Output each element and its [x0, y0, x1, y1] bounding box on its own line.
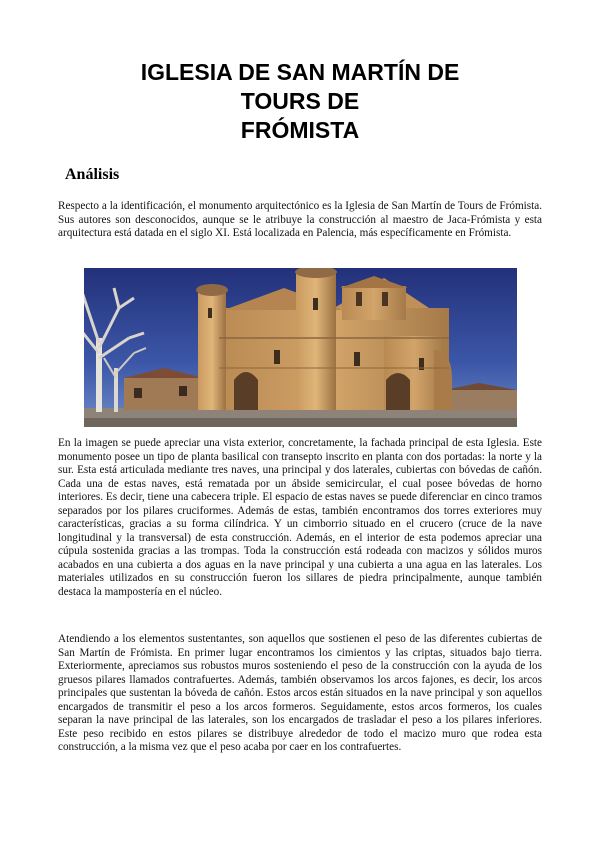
title-line-2: TOURS DE: [240, 88, 360, 114]
section-heading: Análisis: [65, 166, 120, 183]
title-line-1: IGLESIA DE SAN MARTÍN DE: [140, 59, 460, 85]
church-photo: [84, 268, 517, 427]
document-title: [60, 58, 540, 145]
paragraph-identification: Respecto a la identificación, el monumento arquitectónico es la Iglesia de San Martín de Tours de Frómista. Sus autores son desconocidos, aunque se le atribuye la construcción al maestro de Jaca-Frómista y esta arquitectura está datada en el siglo XI. Está localizada en Palencia, más específicamente en Frómista.: [58, 200, 542, 240]
paragraph-description: En la imagen se puede apreciar una vista exterior, concretamente, la fachada principal de esta Iglesia. Este monumento posee un tipo de planta basilical con transepto inscrito en planta con dos portadas: la norte y la sur. Esta está articulada mediante tres naves, una principal y dos laterales, cubiertas con bóvedas de cañón. Cada una de estas naves, está rematada por un ábside semicircular, el cual posee bóvedas de horno interiores. Es decir, tiene una cabecera triple. El espacio de estas naves se puede diferenciar en cinco tramos separados por los pilares cruciformes. Además de estas, también encontramos dos torres exteriores muy características, gracias a su forma cilíndrica. Y un cimborrio situado en el crucero (cruce de la nave longitudinal y la transversal) de esta construcción. Además, en el interior de esta podemos apreciar una cúpula sostenida gracias a las trompas. Toda la construcción está rodeada con macizos y sólidos muros acabados en una cubierta a dos aguas en la nave principal y una cubierta a una agua en las laterales. Los materiales utilizados en su construcción fueron los sillares de piedra principalmente, aunque también destaca la mampostería en el núcleo.: [58, 437, 542, 599]
title-line-3: FRÓMISTA: [240, 117, 360, 143]
paragraph-supporting-elements: Atendiendo a los elementos sustentantes, son aquellos que sostienen el peso de las diferentes cubiertas de San Martín de Frómista. En primer lugar encontramos los cimientos y las criptas, situados bajo tierra. Exteriormente, apreciamos sus robustos muros sosteniendo el peso de la construcción con la ayuda de los gruesos pilares llamados contrafuertes. Además, también observamos los arcos fajones, es decir, los arcos principales que sustentan la bóveda de cañón. Estos arcos están situados en la nave principal y son aquellos encargados de transmitir el peso a los arcos formeros. Seguidamente, estos arcos formeros, los cuales separan la nave principal de las laterales, son los encargados de trasladar el peso a los pilares inferiores. Este peso recibido en estos pilares se distribuye alrededor de todo el macizo muro que rodea esta construcción, a la misma vez que el peso acaba por caer en los contrafuertes.: [58, 633, 542, 754]
